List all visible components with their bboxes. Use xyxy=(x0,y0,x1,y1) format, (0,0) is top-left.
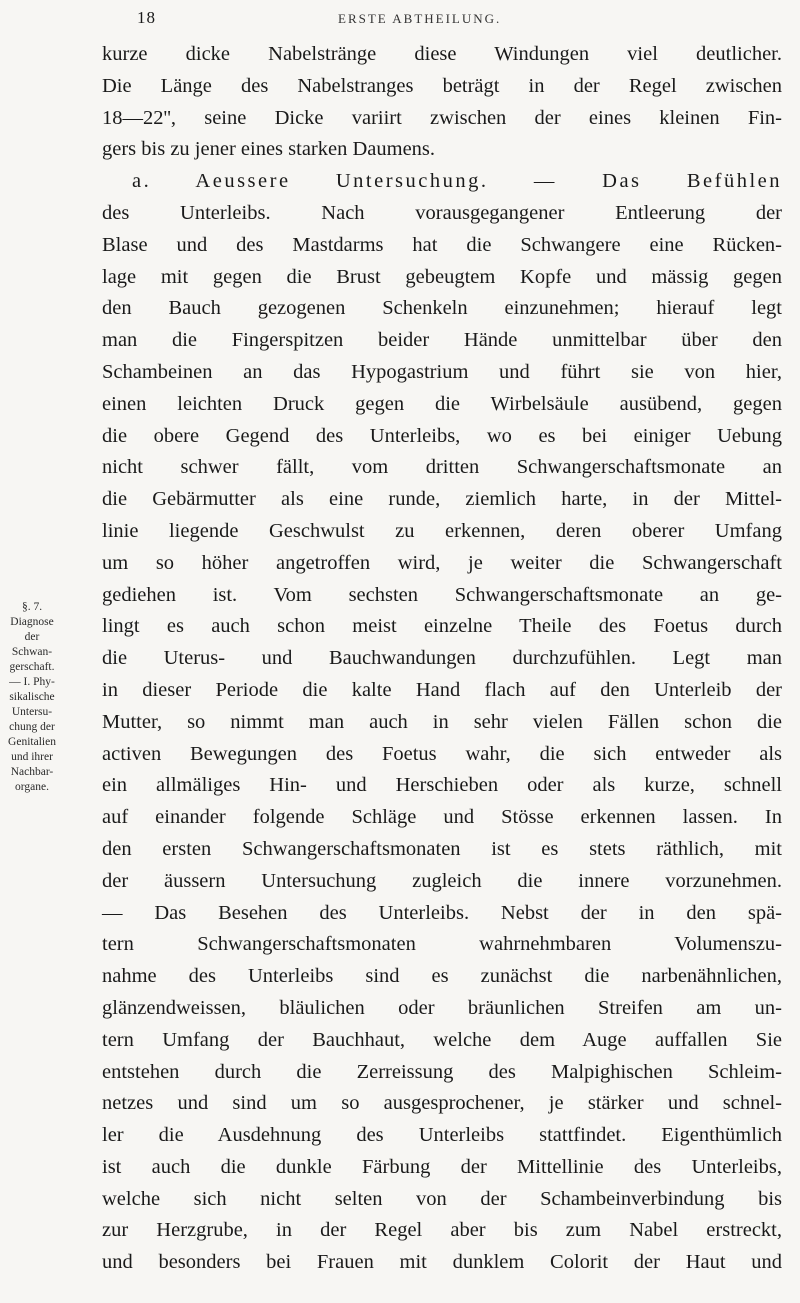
text-line: 18—22'', seine Dicke variirt zwischen der eines kleinen Fin- xyxy=(102,106,782,129)
text-line: den Bauch gezogenen Schenkeln einzunehmen; hierauf legt xyxy=(102,297,782,320)
margin-note-line: und ihrer xyxy=(11,751,53,763)
text-line: tern Schwangerschaftsmonaten wahrnehmbaren Volumenszu- xyxy=(102,933,782,956)
text-line: der äussern Untersuchung zugleich die innere vorzunehmen. xyxy=(102,869,782,892)
running-head: ERSTE ABTHEILUNG. xyxy=(338,11,502,26)
margin-note-line: der xyxy=(24,631,40,643)
text-line: — Das Besehen des Unterleibs. Nebst der in den spä- xyxy=(102,901,782,924)
margin-note-line: chung der xyxy=(9,721,55,733)
margin-note-line: gerschaft. xyxy=(9,661,55,673)
text-line: glänzendweissen, bläulichen oder bräunlichen Streifen am un- xyxy=(102,996,782,1019)
margin-note-line: Nachbar- xyxy=(10,766,54,778)
text-line: auf einander folgende Schläge und Stösse erkennen lassen. In xyxy=(102,806,782,829)
margin-note-line: §. 7. xyxy=(21,601,43,613)
page-number: 18 xyxy=(137,8,156,27)
text-line: nicht schwer fällt, vom dritten Schwangerschaftsmonate an xyxy=(102,456,782,479)
text-line: welche sich nicht selten von der Schambeinverbindung bis xyxy=(102,1187,782,1210)
text-line: Mutter, so nimmt man auch in sehr vielen Fällen schon die xyxy=(102,710,782,733)
page-header xyxy=(0,8,800,30)
text-line: die obere Gegend des Unterleibs, wo es bei einiger Uebung xyxy=(102,424,782,447)
text-line: zur Herzgrube, in der Regel aber bis zum Nabel erstreckt, xyxy=(102,1219,782,1242)
text-line: kurze dicke Nabelstränge diese Windungen viel deutlicher. xyxy=(102,43,782,65)
text-line: man die Fingerspitzen beider Hände unmittelbar über den xyxy=(102,329,782,352)
text-line: einen leichten Druck gegen die Wirbelsäule ausübend, gegen xyxy=(102,392,782,415)
text-line: activen Bewegungen des Foetus wahr, die sich entweder als xyxy=(102,742,782,765)
margin-note-line: Genitalien xyxy=(8,736,56,748)
margin-note-line: — I. Phy- xyxy=(9,676,55,688)
margin-note-line: Schwan- xyxy=(11,646,53,658)
text-line: den ersten Schwangerschaftsmonaten ist es stets räthlich, mit xyxy=(102,837,782,860)
text-line: tern Umfang der Bauchhaut, welche dem Auge auffallen Sie xyxy=(102,1028,782,1051)
text-line: ein allmäliges Hin- und Herschieben oder als kurze, schnell xyxy=(102,774,782,797)
text-line: linie liegende Geschwulst zu erkennen, deren oberer Umfang xyxy=(102,519,782,542)
text-line: gediehen ist. Vom sechsten Schwangerschaftsmonate an ge- xyxy=(102,583,782,606)
text-line: in dieser Periode die kalte Hand flach auf den Unterleib der xyxy=(102,678,782,701)
margin-note-line: Diagnose xyxy=(10,616,54,628)
margin-note-line: Untersu- xyxy=(11,706,53,718)
text-line: ist auch die dunkle Färbung der Mittellinie des Unterleibs, xyxy=(102,1155,782,1178)
text-line: die Gebärmutter als eine runde, ziemlich harte, in der Mittel- xyxy=(102,488,782,511)
body-text xyxy=(102,39,782,1279)
text-line: gers bis zu jener eines starken Daumens. xyxy=(102,138,436,161)
text-line: entstehen durch die Zerreissung des Malpighischen Schleim- xyxy=(102,1060,782,1083)
margin-note xyxy=(4,600,60,795)
text-line: Schambeinen an das Hypogastrium und führt sie von hier, xyxy=(102,360,782,383)
text-line: ler die Ausdehnung des Unterleibs stattfindet. Eigenthümlich xyxy=(102,1124,782,1147)
text-line: Blase und des Mastdarms hat die Schwangere eine Rücken- xyxy=(102,233,782,256)
text-line: des Unterleibs. Nach vorausgegangener Entleerung der xyxy=(102,201,782,224)
margin-note-line: organe. xyxy=(15,781,49,793)
text-line: lage mit gegen die Brust gebeugtem Kopfe und mässig gegen xyxy=(102,265,782,288)
text-line: die Uterus- und Bauchwandungen durchzufühlen. Legt man xyxy=(102,647,782,670)
text-line: nahme des Unterleibs sind es zunächst die narbenähnlichen, xyxy=(102,965,782,988)
section-heading-line: a. Aeussere Untersuchung. — Das Befühlen xyxy=(132,170,782,193)
text-line: und besonders bei Frauen mit dunklem Colorit der Haut und xyxy=(102,1251,782,1274)
text-line: lingt es auch schon meist einzelne Theile des Foetus durch xyxy=(102,615,782,638)
text-line: Die Länge des Nabelstranges beträgt in der Regel zwischen xyxy=(102,74,782,97)
text-line: netzes und sind um so ausgesprochener, je stärker und schnel- xyxy=(102,1092,782,1115)
margin-note-line: sikalische xyxy=(9,691,55,703)
text-line: um so höher angetroffen wird, je weiter die Schwangerschaft xyxy=(102,551,782,574)
